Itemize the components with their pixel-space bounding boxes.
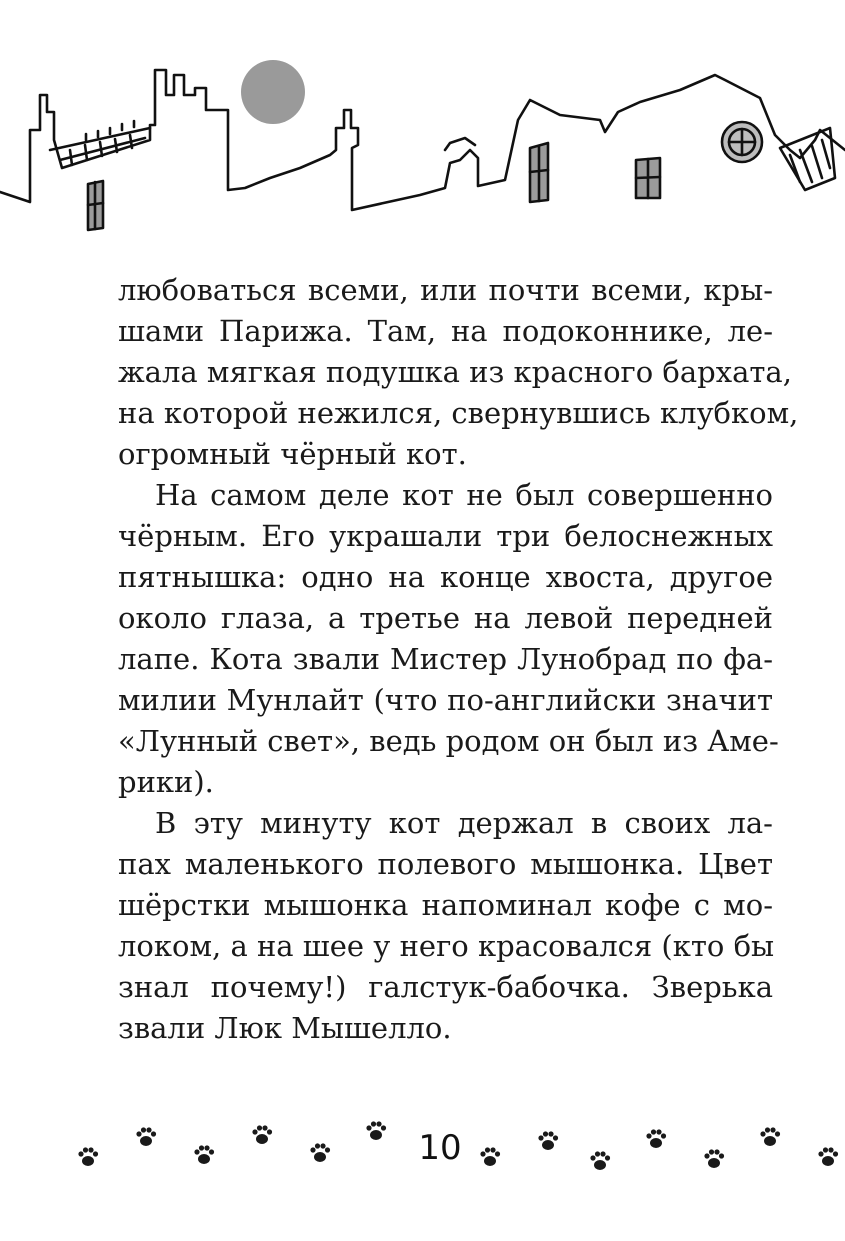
text-line: пах маленького полевого мышонка. Цвет	[118, 847, 773, 881]
text-line: На самом деле кот не был совершенно	[155, 478, 773, 512]
text-line: шами Парижа. Там, на подоконнике, ле-	[118, 314, 773, 348]
paw-icon	[194, 1145, 214, 1164]
text-line: рики).	[118, 765, 214, 799]
paw-icon	[480, 1147, 500, 1166]
paw-icon	[538, 1131, 558, 1150]
paw-icon	[136, 1127, 156, 1146]
paw-icon	[366, 1121, 386, 1140]
text-line: локом, а на шее у него красовался (кто бы	[118, 929, 775, 963]
text-line: лапе. Кота звали Мистер Лунобрад по фа-	[118, 642, 773, 676]
text-line: около глаза, а третье на левой передней	[118, 601, 773, 635]
text-line: пятнышка: одно на конце хвоста, другое	[118, 560, 773, 594]
text-line: жала мягкая подушка из красного бархата,	[118, 355, 792, 389]
text-line: «Лунный свет», ведь родом он был из Аме-	[118, 724, 779, 758]
paw-icon	[704, 1149, 724, 1168]
text-line: милии Мунлайт (что по-английски значит	[118, 683, 773, 717]
rooftops-illustration	[0, 0, 845, 250]
moon	[241, 60, 305, 124]
paw-icon	[252, 1125, 272, 1144]
paw-icon	[78, 1147, 98, 1166]
body-text	[118, 270, 799, 1049]
paw-icon	[590, 1151, 610, 1170]
paw-icon	[646, 1129, 666, 1148]
paw-icon	[310, 1143, 330, 1162]
text-line: огромный чёрный кот.	[118, 437, 467, 471]
text-line: любоваться всеми, или почти всеми, кры-	[118, 273, 773, 307]
paw-icon	[818, 1147, 838, 1166]
text-line: В эту минуту кот держал в своих ла-	[155, 806, 773, 840]
text-line: шёрстки мышонка напоминал кофе с мо-	[118, 888, 773, 922]
page-number: 10	[418, 1128, 462, 1168]
paw-icon	[760, 1127, 780, 1146]
text-line: звали Люк Мышелло.	[118, 1011, 452, 1045]
text-line: знал почему!) галстук-бабочка. Зверька	[118, 970, 773, 1004]
text-line: чёрным. Его украшали три белоснежных	[118, 519, 773, 553]
text-line: на которой нежился, свернувшись клубком,	[118, 396, 799, 430]
